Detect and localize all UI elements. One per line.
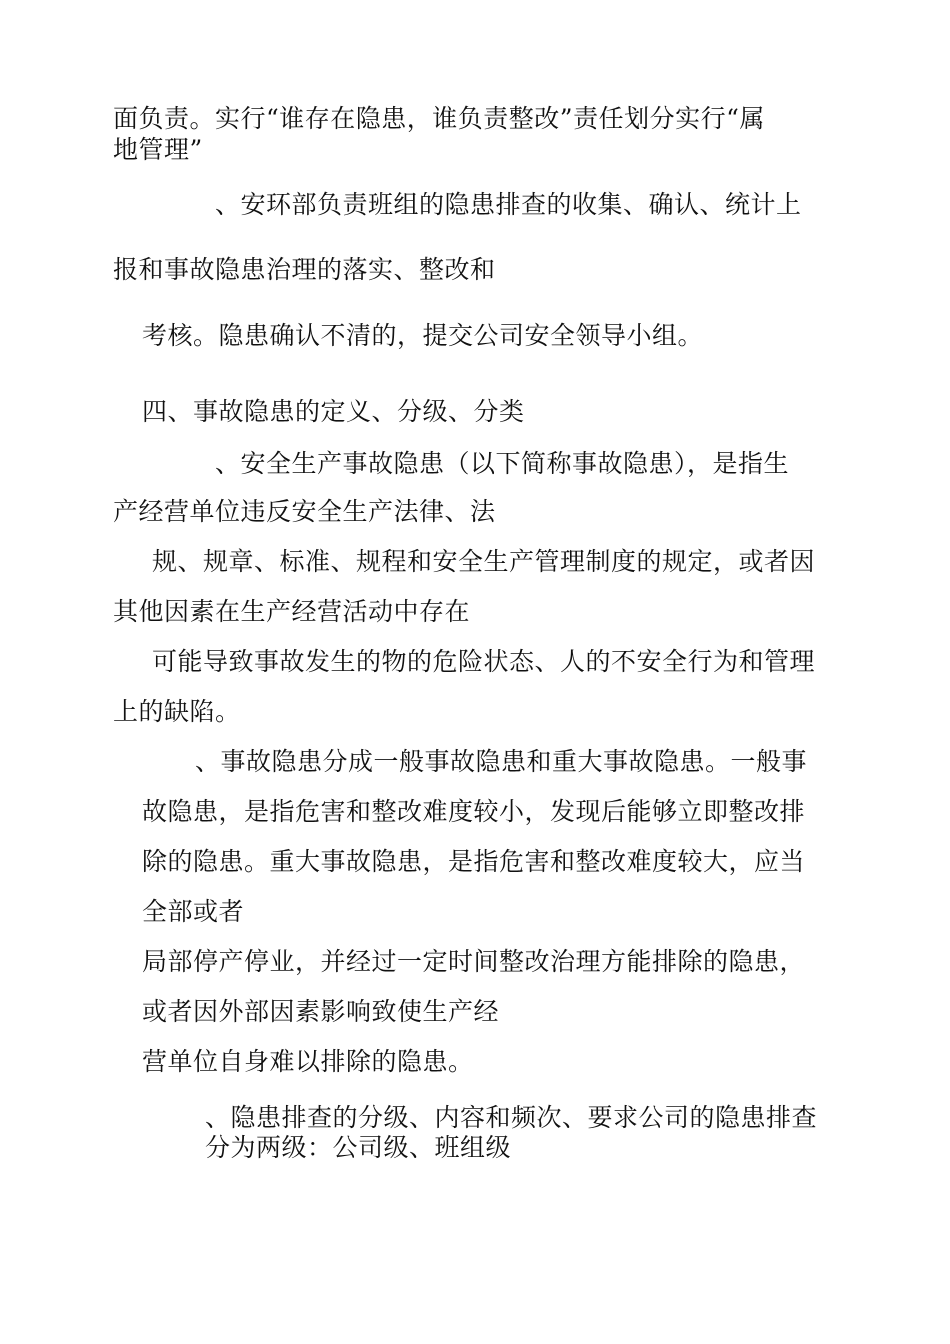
section-heading: 四、事故隐患的定义、分级、分类 xyxy=(142,397,525,426)
text-line-9: 规、规章、标准、规程和安全生产管理制度的规定，或者因 xyxy=(152,547,816,576)
text-line-5: 考核。隐患确认不清的，提交公司安全领导小组。 xyxy=(142,321,704,350)
text-line-2: 地管理” xyxy=(113,135,203,164)
text-line-13: 、事故隐患分成一般事故隐患和重大事故隐患。一般事 xyxy=(195,747,808,776)
text-line-20: 、隐患排查的分级、内容和频次、要求公司的隐患排查 xyxy=(205,1103,818,1132)
text-line-18: 或者因外部因素影响致使生产经 xyxy=(142,997,500,1026)
text-line-21: 分为两级：公司级、班组级 xyxy=(205,1133,512,1162)
text-line-4: 报和事故隐患治理的落实、整改和 xyxy=(113,255,496,284)
text-line-1: 面负责。实行“谁存在隐患，谁负责整改”责任划分实行“属 xyxy=(113,104,765,133)
text-line-15: 除的隐患。重大事故隐患，是指危害和整改难度较大，应当 xyxy=(142,847,806,876)
text-line-8: 产经营单位违反安全生产法律、法 xyxy=(113,497,496,526)
text-line-14: 故隐患，是指危害和整改难度较小，发现后能够立即整改排 xyxy=(142,797,806,826)
text-line-10: 其他因素在生产经营活动中存在 xyxy=(113,597,471,626)
text-line-7: 、安全生产事故隐患（以下简称事故隐患），是指生 xyxy=(215,449,790,478)
text-line-11: 可能导致事故发生的物的危险状态、人的不安全行为和管理 xyxy=(152,647,816,676)
text-line-17: 局部停产停业，并经过一定时间整改治理方能排除的隐患， xyxy=(142,947,806,976)
text-line-3: 、安环部负责班组的隐患排查的收集、确认、统计上 xyxy=(215,190,802,219)
text-line-16: 全部或者 xyxy=(142,897,245,926)
text-line-12: 上的缺陷。 xyxy=(113,697,241,726)
text-line-19: 营单位自身难以排除的隐患。 xyxy=(142,1047,474,1076)
